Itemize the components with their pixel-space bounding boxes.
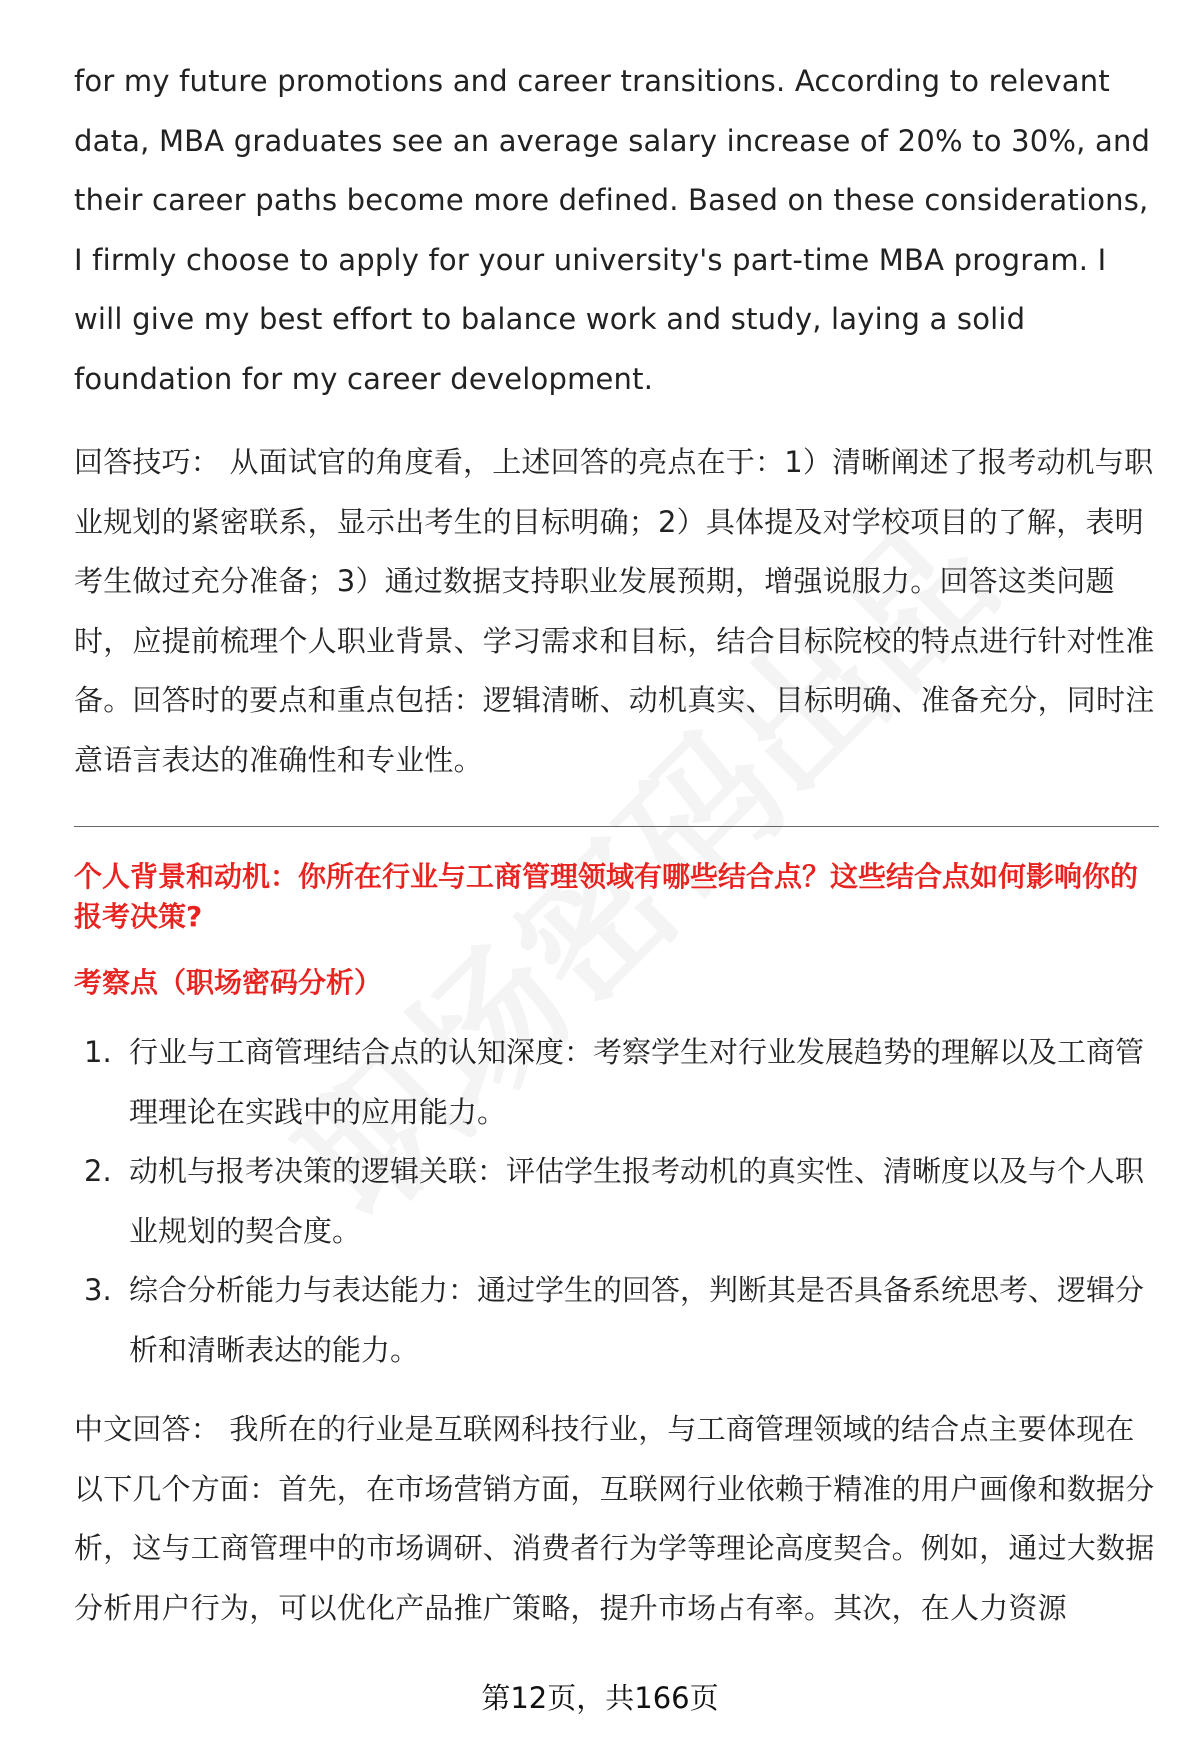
list-item (74, 1142, 1159, 1261)
assessment-points-heading: 考察点（职场密码分析） (74, 966, 383, 999)
page-number: 第12页，共166页 (481, 1681, 719, 1715)
list-item-text: 综合分析能力与表达能力：通过学生的回答，判断其是否具备系统思考、逻辑分析和清晰表达的能力。 (129, 1273, 1145, 1367)
answer-tips-paragraph: 回答技巧： 从面试官的角度看，上述回答的亮点在于：1）清晰阐述了报考动机与职业规划的紧密联系，显示出考生的目标明确；2）具体提及对学校项目的了解，表明考生做过充分准备；3）通过数据支持职业发展预期，增强说服力。回答这类问题时，应提前梳理个人职业背景、学习需求和目标，结合目标院校的特点进行针对性准备。回答时的要点和重点包括：逻辑清晰、动机真实、目标明确、准备充分，同时注意语言表达的准确性和专业性。 (74, 445, 1155, 777)
list-item-text: 动机与报考决策的逻辑关联：评估学生报考动机的真实性、清晰度以及与个人职业规划的契合度。 (129, 1154, 1145, 1248)
list-item-number: 1. (84, 1035, 112, 1069)
section-divider (74, 826, 1159, 827)
list-item (74, 1023, 1159, 1142)
document-body (74, 52, 1159, 1638)
list-item (74, 1261, 1159, 1380)
question-heading: 个人背景和动机：你所在行业与工商管理领域有哪些结合点？这些结合点如何影响你的报考决策? (74, 860, 1139, 933)
english-answer-paragraph: for my future promotions and career transitions. According to relevant data, MBA graduates see an average salary increase of 20% to 30%, and their career paths become more defined. Based on these considerations, I firmly choose to apply for your university's part-time MBA program. I will give my best effort to balance work and study, laying a solid foundation for my career development. (74, 64, 1151, 396)
assessment-points-list (74, 1023, 1159, 1380)
list-item-number: 3. (84, 1273, 112, 1307)
list-item-text: 行业与工商管理结合点的认知深度：考察学生对行业发展趋势的理解以及工商管理理论在实践中的应用能力。 (129, 1035, 1145, 1129)
list-item-number: 2. (84, 1154, 112, 1188)
chinese-answer-paragraph: 中文回答： 我所在的行业是互联网科技行业，与工商管理领域的结合点主要体现在以下几个方面：首先，在市场营销方面，互联网行业依赖于精准的用户画像和数据分析，这与工商管理中的市场调研、消费者行为学等理论高度契合。例如，通过大数据分析用户行为，可以优化产品推广策略，提升市场占有率。其次，在人力资源 (74, 1412, 1155, 1625)
